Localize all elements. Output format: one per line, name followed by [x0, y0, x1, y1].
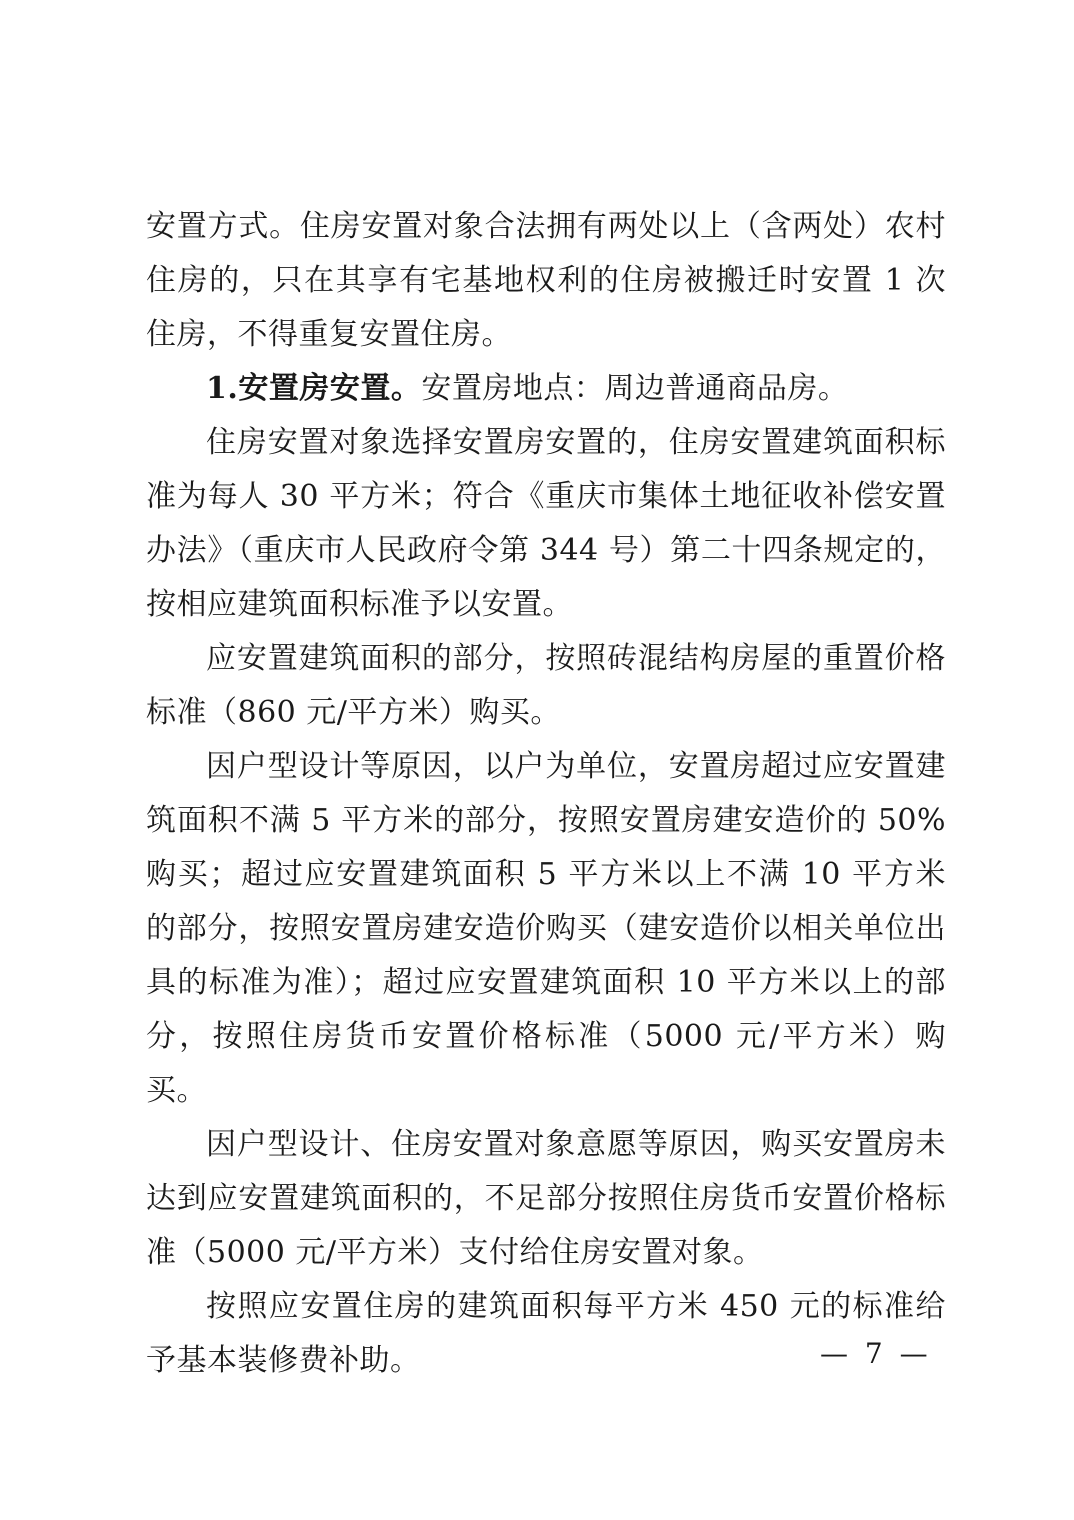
body-text: [146, 200, 946, 1388]
paragraph-text: 按照应安置住房的建筑面积每平方米 450 元的标准给予基本装修费补助。: [146, 1289, 946, 1378]
page-number: — 7 —: [820, 1337, 932, 1370]
paragraph-placement-method: [146, 200, 946, 362]
paragraph-heading: 1.安置房安置。: [206, 371, 422, 406]
paragraph-text: 安置方式。住房安置对象合法拥有两处以上（含两处）农村住房的，只在其享有宅基地权利的住房被搬迁时安置 1 次住房，不得重复安置住房。: [146, 209, 946, 352]
paragraph-shortfall-area: [146, 1118, 946, 1280]
paragraph-text: 住房安置对象选择安置房安置的，住房安置建筑面积标准为每人 30 平方米；符合《重庆市集体土地征收补偿安置办法》（重庆市人民政府令第 344 号）第二十四条规定的，按相应建筑面积标准予以安置。: [146, 425, 946, 622]
paragraph-area-standard: [146, 416, 946, 632]
paragraph-text: 因户型设计、住房安置对象意愿等原因，购买安置房未达到应安置建筑面积的，不足部分按照住房货币安置价格标准（5000 元/平方米）支付给住房安置对象。: [146, 1127, 946, 1270]
paragraph-text: 应安置建筑面积的部分，按照砖混结构房屋的重置价格标准（860 元/平方米）购买。: [146, 641, 946, 730]
paragraph-text: 因户型设计等原因，以户为单位，安置房超过应安置建筑面积不满 5 平方米的部分，按照安置房建安造价的 50%购买；超过应安置建筑面积 5 平方米以上不满 10 平方米的部分，按照安置房建安造价购买（建安造价以相关单位出具的标准为准）；超过应安置建筑面积 10 平方米以上的部分，按照住房货币安置价格标准（5000 元/平方米）购买。: [146, 749, 946, 1108]
paragraph-text: 安置房地点：周边普通商品房。: [421, 371, 849, 406]
paragraph-purchase-price: [146, 632, 946, 740]
paragraph-resettlement-housing: [146, 362, 946, 416]
paragraph-excess-area: [146, 740, 946, 1118]
